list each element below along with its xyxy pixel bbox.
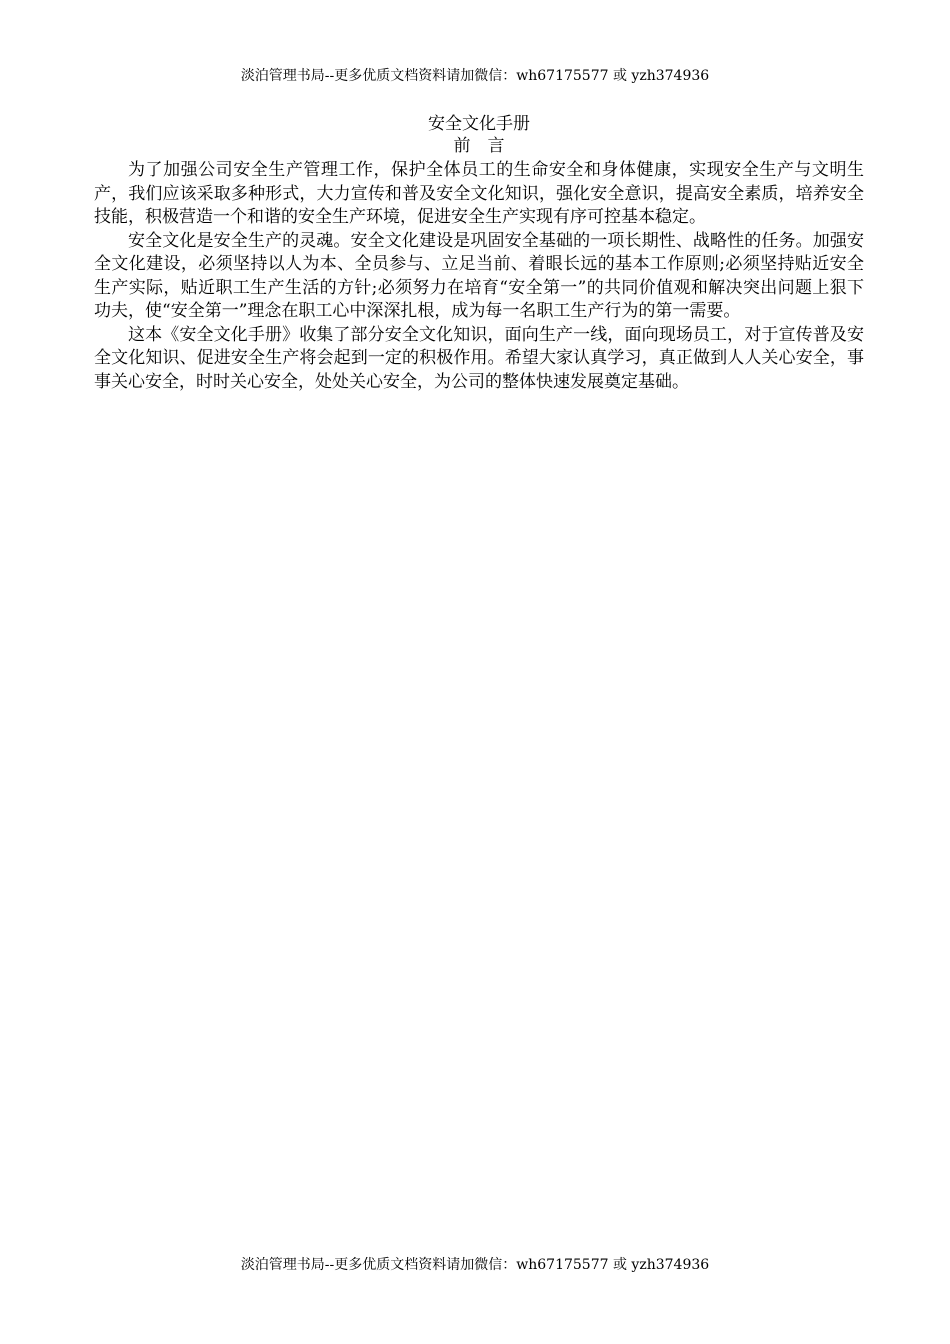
paragraph-3: 这本《安全文化手册》收集了部分安全文化知识，面向生产一线，面向现场员工，对于宣传普及安全文化知识、促进安全生产将会起到一定的积极作用。希望大家认真学习，真正做到人人关心安全，事事关心安全，时时关心安全，处处关心安全，为公司的整体快速发展奠定基础。: [94, 324, 864, 392]
paragraph-2: 安全文化是安全生产的灵魂。安全文化建设是巩固安全基础的一项长期性、战略性的任务。加强安全文化建设，必须坚持以人为本、全员参与、立足当前、着眼长远的基本工作原则;必须坚持贴近安全生产实际，贴近职工生产生活的方针;必须努力在培育“安全第一”的共同价值观和解决突出问题上狠下功夫，使“安全第一”理念在职工心中深深扎根，成为每一名职工生产行为的第一需要。: [94, 230, 864, 321]
paragraph-1: 为了加强公司安全生产管理工作，保护全体员工的生命安全和身体健康，实现安全生产与文明生产，我们应该采取多种形式，大力宣传和普及安全文化知识，强化安全意识，提高安全素质，培养安全技能，积极营造一个和谐的安全生产环境，促进安全生产实现有序可控基本稳定。: [94, 160, 864, 227]
page-footer: 淡泊管理书局--更多优质文档资料请加微信：wh67175577 或 yzh374936: [240, 1257, 710, 1273]
document-title: 安全文化手册: [428, 114, 530, 134]
page-header: 淡泊管理书局--更多优质文档资料请加微信：wh67175577 或 yzh374936: [240, 68, 710, 84]
document-body: [94, 113, 864, 394]
section-heading: 前 言: [453, 136, 505, 156]
